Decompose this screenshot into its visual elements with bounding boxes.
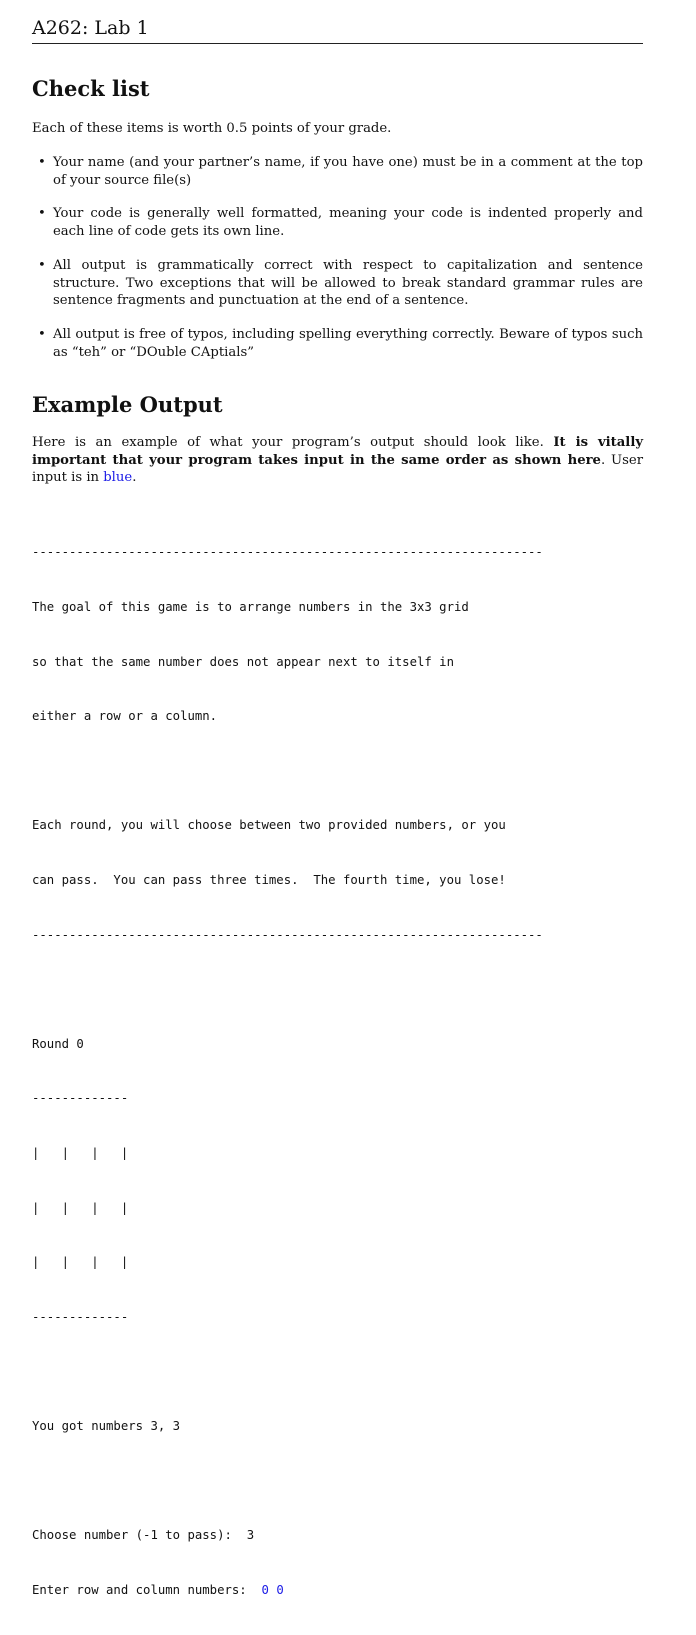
terminal-choose-line bbox=[32, 1526, 643, 1544]
example-intro-text: Here is an example of what your program’s output should look like. bbox=[32, 435, 554, 450]
terminal-grid-row: | | | | bbox=[32, 1200, 129, 1215]
example-intro-bold: It is vitally important that your program takes input in the same order as shown here bbox=[32, 435, 643, 468]
example-intro-blue-word: blue bbox=[103, 470, 133, 485]
example-output-heading: Example Output bbox=[32, 392, 223, 417]
checklist-item: • Your name (and your partner’s name, if you have one) must be in a comment at the top of your source file(s) bbox=[53, 154, 643, 189]
terminal-goal-line: so that the same number does not appear next to itself in bbox=[32, 654, 454, 669]
terminal-blank-line bbox=[32, 980, 643, 998]
terminal-dash-rule-bottom: --------------------------------------------------------------------- bbox=[32, 927, 543, 942]
terminal-blank-line bbox=[32, 1362, 643, 1380]
terminal-blank-line bbox=[32, 1472, 643, 1490]
checklist-item: • All output is grammatically correct with respect to capitalization and sentence structure. Two exceptions that will be allowed to break standard grammar rules are sentence fragments and punctuation at the end of a sentence. bbox=[53, 257, 643, 310]
terminal-user-input: 0 0 bbox=[261, 1582, 284, 1597]
terminal-blank-line bbox=[32, 762, 643, 780]
document-header-title: A262: Lab 1 bbox=[32, 17, 149, 39]
example-intro-text-2: . User input is in bbox=[32, 452, 643, 485]
example-intro-end: . bbox=[132, 470, 137, 485]
terminal-round-rules-line: Each round, you will choose between two provided numbers, or you bbox=[32, 818, 506, 833]
terminal-grid-row: | | | | bbox=[32, 1255, 129, 1270]
terminal-dash-rule-top: --------------------------------------------------------------------- bbox=[32, 545, 543, 560]
terminal-grid-border-top: ------------- bbox=[32, 1091, 129, 1106]
terminal-enter-line bbox=[32, 1581, 643, 1599]
example-intro bbox=[32, 434, 643, 487]
checklist-item: • All output is free of typos, including spelling everything correctly. Beware of typos such as “teh” or “DOuble CAptials” bbox=[53, 326, 643, 361]
terminal-goal-line: The goal of this game is to arrange numbers in the 3x3 grid bbox=[32, 600, 469, 614]
terminal-round-rules-line: can pass. You can pass three times. The fourth time, you lose! bbox=[32, 872, 506, 887]
checklist-intro: Each of these items is worth 0.5 points of your grade. bbox=[32, 121, 392, 136]
checklist-item: • Your code is generally well formatted, meaning your code is indented properly and each line of code gets its own line. bbox=[53, 205, 643, 240]
terminal-round-label: Round 0 bbox=[32, 1036, 84, 1051]
terminal-numbers-line: You got numbers 3, 3 bbox=[32, 1418, 181, 1433]
terminal-choose-value: 3 bbox=[246, 1528, 255, 1543]
checklist-heading: Check list bbox=[32, 76, 150, 101]
example-terminal-output bbox=[32, 507, 643, 1635]
terminal-goal-line: either a row or a column. bbox=[32, 709, 218, 724]
terminal-enter-prompt: Enter row and column numbers: bbox=[32, 1582, 262, 1597]
header-rule bbox=[32, 43, 643, 44]
terminal-choose-prompt: Choose number (-1 to pass): bbox=[32, 1528, 247, 1543]
terminal-grid-row: | | | | bbox=[32, 1145, 129, 1160]
terminal-grid-border-bottom: ------------- bbox=[32, 1309, 129, 1324]
